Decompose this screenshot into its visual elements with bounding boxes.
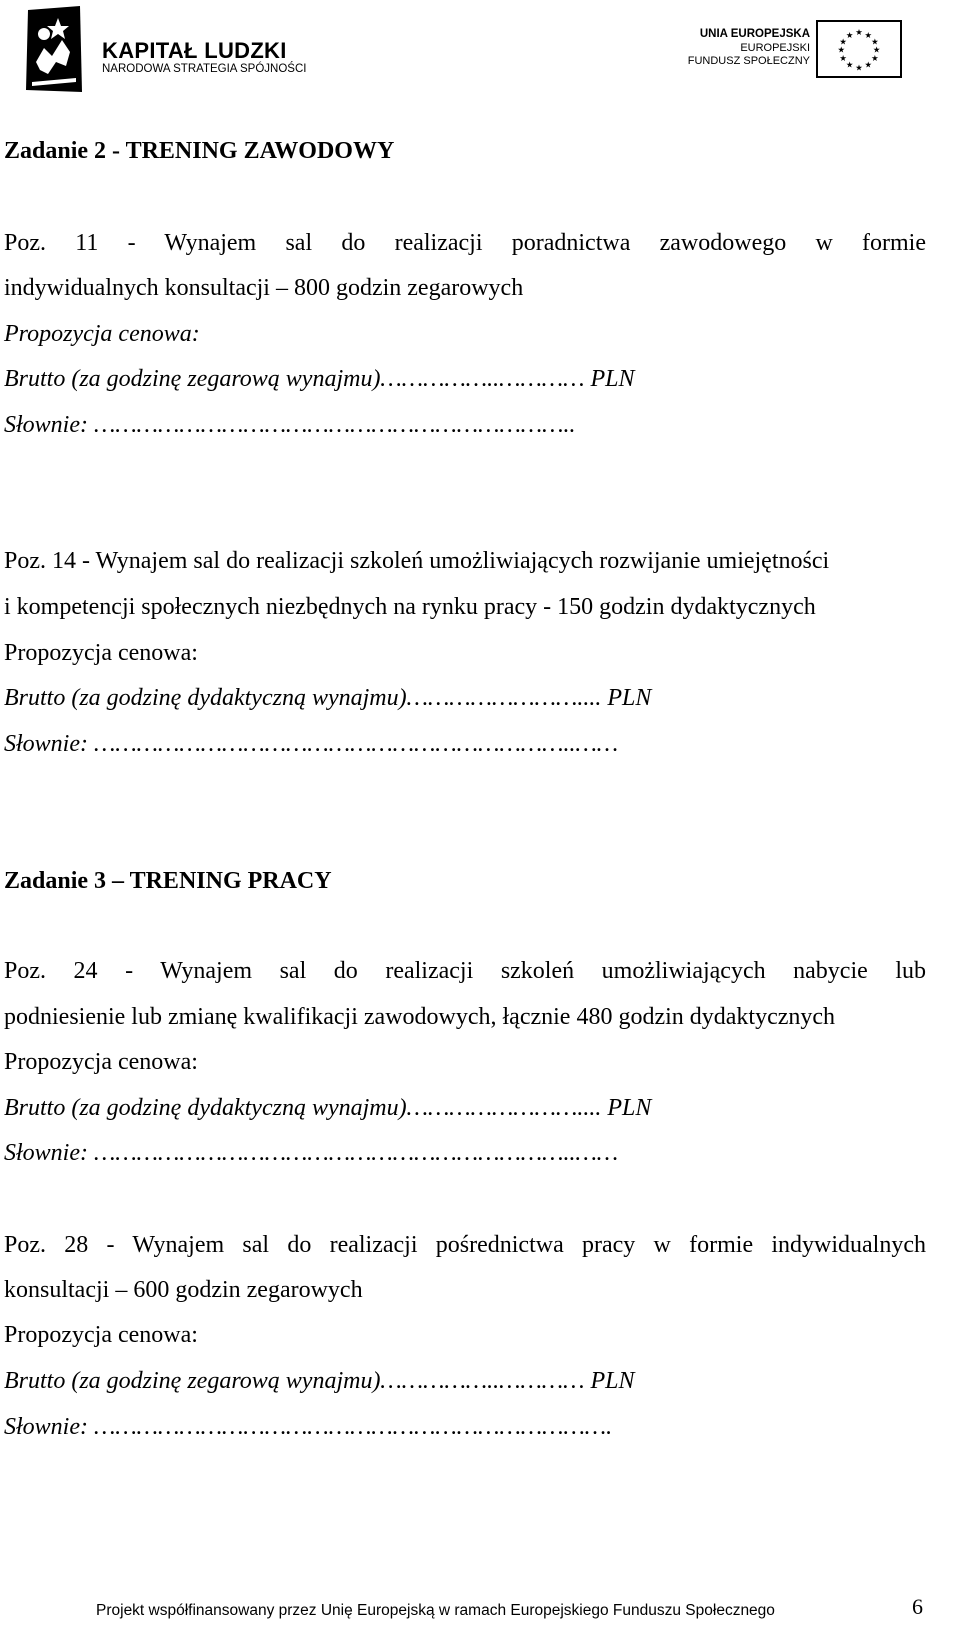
eu-flag-icon <box>816 20 902 78</box>
poz-14-price-proposal-label: Propozycja cenowa: <box>4 640 198 666</box>
svg-text:★: ★ <box>864 59 873 70</box>
poz-28-price-proposal-label: Propozycja cenowa: <box>4 1322 198 1348</box>
svg-text:★: ★ <box>845 29 854 40</box>
poz-28-description-line1: Poz. 28 - Wynajem sal do realizacji pośrednictwa pracy w formie indywidualnych <box>4 1232 926 1258</box>
svg-text:★: ★ <box>871 53 879 64</box>
page-header <box>0 0 960 110</box>
svg-text:★: ★ <box>839 36 847 47</box>
poz-11-description-line2: indywidualnych konsultacji – 800 godzin zegarowych <box>4 275 524 301</box>
zadanie-3-heading: Zadanie 3 – TRENING PRACY <box>4 868 332 894</box>
poz-28-description-line2: konsultacji – 600 godzin zegarowych <box>4 1277 363 1303</box>
svg-text:★: ★ <box>872 44 881 55</box>
poz-11-in-words-line: Słownie: ………………………………………………………….. <box>4 412 576 438</box>
page-number: 6 <box>912 1594 923 1619</box>
poz-24-description-line1: Poz. 24 - Wynajem sal do realizacji szkoleń umożliwiających nabycie lub <box>4 958 926 984</box>
eu-logo-line3: FUNDUSZ SPOŁECZNY <box>687 55 810 67</box>
poz-24-description-line2: podniesienie lub zmianę kwalifikacji zawodowych, łącznie 480 godzin dydaktycznych <box>4 1004 836 1030</box>
svg-text:★: ★ <box>871 36 879 47</box>
footer-cofinancing-note: Projekt współfinansowany przez Unię Europejską w ramach Europejskiego Funduszu Społecznego <box>96 1602 775 1619</box>
poz-14-description-line2: i kompetencji społecznych niezbędnych na rynku pracy - 150 godzin dydaktycznych <box>4 594 816 620</box>
page-footer <box>0 1594 960 1628</box>
poz-11-price-proposal-label: Propozycja cenowa: <box>4 321 200 347</box>
eu-logo <box>687 20 910 82</box>
eu-logo-text <box>688 28 810 69</box>
kapital-ludzki-emblem-icon <box>22 4 86 94</box>
poz-24-price-proposal-label: Propozycja cenowa: <box>4 1049 198 1075</box>
svg-text:★: ★ <box>845 59 854 70</box>
poz-24-in-words-line: Słownie: …………………………………………………………..…… <box>4 1140 619 1166</box>
poz-14-gross-price-line: Brutto (za godzinę dydaktyczną wynajmu)…………………….... PLN <box>4 685 652 711</box>
poz-28-in-words-line: Słownie: ………………………………………………………………. <box>4 1414 613 1440</box>
poz-28-gross-price-line: Brutto (za godzinę zegarową wynajmu)……………..………… PLN <box>4 1368 635 1394</box>
poz-11-description-line1: Poz. 11 - Wynajem sal do realizacji poradnictwa zawodowego w formie <box>4 230 926 256</box>
kapital-ludzki-title: KAPITAŁ LUDZKI <box>102 38 287 63</box>
svg-text:★: ★ <box>864 29 873 40</box>
svg-text:★: ★ <box>855 27 863 38</box>
poz-14-description-line1: Poz. 14 - Wynajem sal do realizacji szkoleń umożliwiających rozwijanie umiejętności <box>4 548 830 574</box>
svg-text:★: ★ <box>855 62 863 73</box>
poz-24-gross-price-line: Brutto (za godzinę dydaktyczną wynajmu)…………………….... PLN <box>4 1095 652 1121</box>
kapital-ludzki-logo <box>22 4 322 94</box>
poz-14-in-words-line: Słownie: …………………………………………………………..…… <box>4 731 619 757</box>
zadanie-2-heading: Zadanie 2 - TRENING ZAWODOWY <box>4 138 395 164</box>
kapital-ludzki-subtitle: NARODOWA STRATEGIA SPÓJNOŚCI <box>102 63 307 75</box>
svg-text:★: ★ <box>839 53 847 64</box>
eu-logo-line2: EUROPEJSKI <box>740 41 810 54</box>
svg-text:★: ★ <box>837 44 846 55</box>
poz-11-gross-price-line: Brutto (za godzinę zegarową wynajmu)……………..………… PLN <box>4 366 635 392</box>
eu-logo-line1: UNIA EUROPEJSKA <box>699 28 810 40</box>
